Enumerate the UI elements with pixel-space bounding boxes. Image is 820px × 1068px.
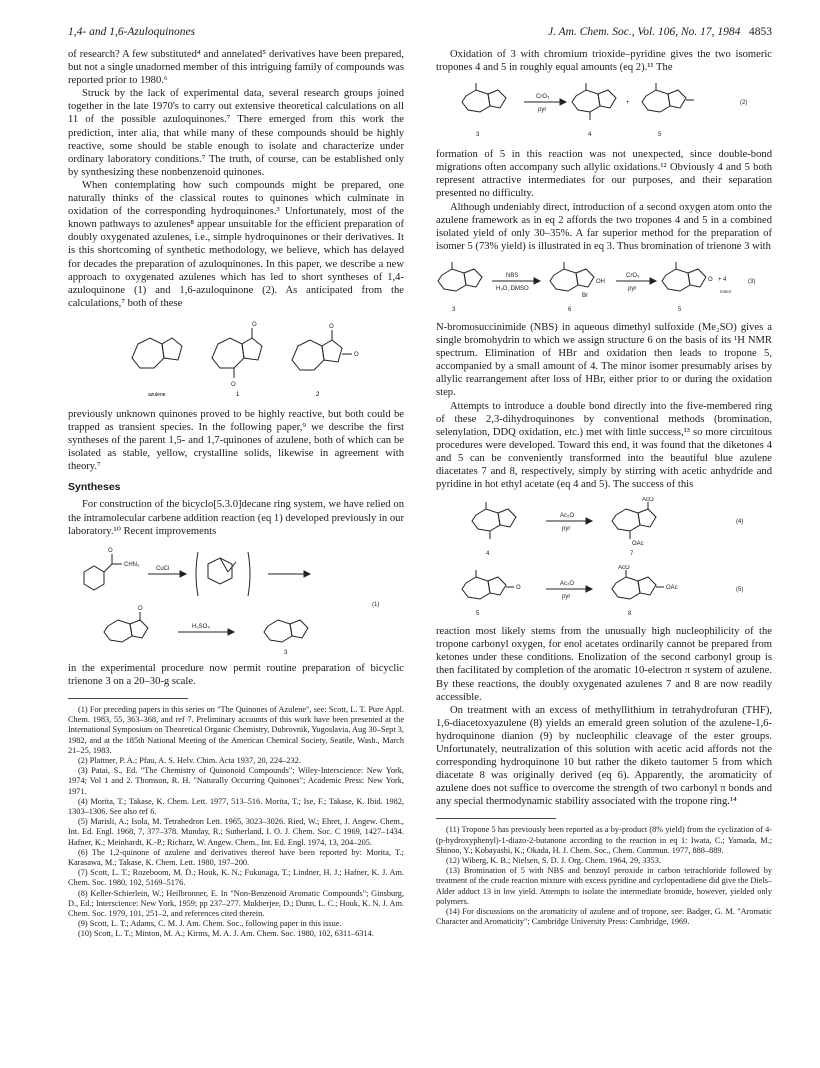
footnote: (3) Patai, S., Ed. "The Chemistry of Quinonoid Compounds"; Wiley-Interscience: New York, 1974; Vol 1 and 2. Thomson, R. H. "Naturally Occurring Quinones"; Academic Press: New York, 1971. xyxy=(68,766,404,796)
left-column xyxy=(68,48,404,940)
equation-3-drawing xyxy=(436,259,772,315)
reagent-ac2o: Ac₂O xyxy=(560,581,574,588)
footnote: (2) Plattner, P. A.; Pfau, A. S. Helv. Chim. Acta 1937, 20, 224–232. xyxy=(78,755,301,765)
footnote: (5) Marisli, A.; Isola, M. Tetrahedron Lett. 1965, 3023–3026. Ried, W.; Ehret, J. Angew. Chem., Int. Ed. Engl. 1968, 7, 377–378. Munday, R.; Sutherland, I. O. J. Chem. Soc. C 1969, 1427–1434. Hafner, K.; Meinhardt, K.-P.; Richarz, W. Angew. Chem., Int. Ed. Engl. 1974, 13, 204–205. xyxy=(68,817,404,847)
reagent-h2so4: H₂SO₄ xyxy=(192,623,210,630)
svg-text:OH: OH xyxy=(596,278,605,285)
paragraph: of research? A few substituted⁴ and annelated⁵ derivatives have been prepared, but not a single unadorned member of this intriguing family of compounds was reported prior to 1980.⁶ xyxy=(68,49,404,87)
svg-text:Br: Br xyxy=(582,292,588,299)
paragraph: Oxidation of 3 with chromium trioxide–pyridine gives the two isomeric tropones 4 and 5 in roughly equal amounts (eq 2).¹¹ The xyxy=(436,49,772,74)
svg-text:O: O xyxy=(329,323,334,330)
footnote: (4) Morita, T.; Takase, K. Chem. Lett. 1977, 513–516. Morita, T.; Ise, F.; Takase, K. Ibid. 1982, 1303–1306. See also ref 6. xyxy=(68,796,404,816)
paragraph: When contemplating how such compounds might be prepared, one naturally thinks of the classical routes to quinones which culminate in oxidation of the corresponding hydroquinones.³ Unfortunately, most of the known pathways to azulenes⁸ appear unsuitable for the efficient preparation of doubly oxygenated azulenes, i.e., simple hydroquinones or their derivatives. It is this shortcoming of synthetic methodology, we believe, which has delayed for decades the preparation of azuloquinones. In this paper, we describe a new approach to oxygenated azulenes which has led to short syntheses of 1,4-azuloquinone (1) and 1,6-azuloquinone (2). As anticipated from the calculations,⁷ both of these xyxy=(68,179,404,309)
compound-label: 5 xyxy=(678,306,682,313)
paragraph: On treatment with an excess of methyllithium in tetrahydrofuran (THF), 1,6-diacetoxyazulene (8) yields an emerald green solution of the azulene-1,6-hydroquinone dianion (9) by nucleophilic cleavage of the ester groups. Unfortunately, neutralization of this solution with acetic acid affords not the corresponding hydroquinone 10 but rather the diketo tautomer 5 from which diacetate 8 was originally derived (eq 6). Apparently, the aromaticity of azulene does not suffice to overcome the strength of two carbonyl π bonds and any special thermodynamic stability associated with the tropone ring.¹⁴ xyxy=(436,704,772,808)
equation-4 xyxy=(436,497,772,559)
compound-label: 4 xyxy=(486,551,490,558)
equation-number: (2) xyxy=(740,100,748,107)
compound-label: 7 xyxy=(630,551,634,558)
reagent-cucl: CuCl xyxy=(156,565,170,572)
svg-text:O: O xyxy=(354,351,359,358)
svg-text:O: O xyxy=(108,547,113,554)
equation-1 xyxy=(68,544,404,656)
footnote-rule xyxy=(436,818,556,819)
reagent-pyr: pyr xyxy=(628,285,637,292)
reagent-ac2o: Ac₂O xyxy=(560,513,574,520)
reagent-cro3: CrO₃ xyxy=(626,272,640,279)
footnote: (12) Wiberg, K. B.; Nielsen, S. D. J. Org. Chem. 1964, 29, 3353. xyxy=(446,856,661,866)
equation-number: (4) xyxy=(736,519,744,526)
equation-2 xyxy=(436,80,772,142)
compound-label: 8 xyxy=(628,611,632,618)
acetoxy-right: OAc xyxy=(666,585,678,592)
reagent-nbs: NBS xyxy=(506,272,519,279)
footnote: (6) The 1,2-quinone of azulene and derivatives thereof have been reported by: Morita, T.; Karasawa, M.; Takase, K. Chem. Lett. 1980, 197–200. xyxy=(68,847,404,867)
structure-label: 1 xyxy=(236,391,240,398)
minor-note: minor xyxy=(720,288,732,294)
equation-5-drawing xyxy=(436,565,772,619)
section-heading: Syntheses xyxy=(68,481,121,494)
equation-4-drawing xyxy=(436,497,772,559)
reagent-h2o-dmso: H₂O, DMSO xyxy=(496,285,529,292)
structure-label: azulene xyxy=(148,391,166,398)
svg-text:O: O xyxy=(516,585,521,592)
structure-label: 2 xyxy=(316,391,320,398)
paragraph: Although undeniably direct, introduction of a second oxygen atom onto the azulene framework as in eq 2 affords the two tropones 4 and 5 in a combined isolated yield of only 30–35%. A far superior method for the preparation of isomer 5 (73% yield) is illustrated in eq 3. Thus bromination of trienone 3 with xyxy=(436,201,772,252)
reagent-pyr: pyr xyxy=(562,526,571,533)
diazo-group: CHN₂ xyxy=(124,561,140,568)
footnote: (11) Tropone 5 has previously been reported as a by-product (8% yield) from the cyclization of 4-(p-hydroxyphenyl)-1-diazo-2-butanone according to the reaction in eq 1: Iwata, C.; Yamada, M.; Shinoo, Y.; Kobayashi, K.; Okada, H. J. Chem. Soc., Chem. Commun. 1977, 888–889. xyxy=(436,825,772,855)
footnote: (1) For preceding papers in this series on "The Quinones of Azulene", see: Scott, L. T. Pure Appl. Chem. 1983, 55, 363–368, and ref 7. Preliminary accounts of this work have been presented at the International Symposium on Theoretical Organic Chemistry, Dubrovnik, Yugoslavia, Aug 30–Sept 3, 1982, and at the 185th National Meeting of the American Chemical Society, Seattle, Wash., March 21–25, 1983. xyxy=(68,704,404,755)
footnotes-right xyxy=(436,825,772,927)
paragraph: N-bromosuccinimide (NBS) in aqueous dimethyl sulfoxide (Me₂SO) gives a single bromohydrin to which we assign structure 6 on the basis of its ¹H NMR spectrum. Elimination of HBr and oxidation then leads to tropone 5, accompanied by a small amount of 4. The minor isomer presumably arises by allylic rearrangement after loss of HBr, either prior to or during the oxidation step. xyxy=(436,321,772,399)
equation-number: (5) xyxy=(736,587,744,594)
paragraph: For construction of the bicyclo[5.3.0]decane ring system, we have relied on the intramolecular carbene addition reaction (eq 1) developed previously in our laboratory.¹⁰ Recent improvements xyxy=(68,499,404,537)
compound-label: 6 xyxy=(568,306,572,313)
equation-3 xyxy=(436,259,772,315)
footnote: (13) Bromination of 5 with NBS and benzoyl peroxide in carbon tetrachloride followed by treatment of the crude reaction mixture with excess pyridine and cyclopentadiene did give the Diels–Alder adduct 13 in low yield. Attempts to isolate the intermediate bromide, however, yielded only polymers. xyxy=(436,866,772,906)
compound-label: 5 xyxy=(476,611,480,618)
minor-product: + 4 xyxy=(718,276,727,283)
reagent-cro3: CrO₃ xyxy=(536,94,550,101)
compound-label: 4 xyxy=(588,132,592,139)
structures-drawing xyxy=(68,316,404,402)
right-column xyxy=(436,48,772,928)
svg-text:+: + xyxy=(626,100,630,107)
structures-azuloquinones xyxy=(68,316,404,402)
journal-name: J. Am. Chem. Soc., Vol. 106, No. 17, 1984 xyxy=(547,26,741,38)
footnote-rule xyxy=(68,698,188,699)
compound-label: 5 xyxy=(658,132,662,139)
page-number: 4853 xyxy=(749,26,772,38)
paragraph: reaction most likely stems from the unusually high nucleophilicity of the tropone carbonyl oxygen, for enol acetates ordinarily cannot be prepared from ketones under these conditions. Enolization of the second carbonyl group is then facilitated by completion of the aromatic 10-electron π system of azulene. By these reactions, the doubly oxygenated azulenes 7 and 8 are now readily accessible. xyxy=(436,626,772,703)
compound-label: 3 xyxy=(284,649,288,656)
paragraph: formation of 5 in this reaction was not unexpected, since double-bond migrations often accompany such allylic oxidations.¹² Obviously 4 and 5 both represent attractive intermediates for our purposes, and their separation presented no difficulty. xyxy=(436,149,772,200)
paragraph: previously unknown quinones proved to be highly reactive, but both could be trapped as transient species. In the following paper,⁹ we describe the first syntheses of the parent 1,5- and 1,7-quinones of azulene, both of which can be isolated as stable, yellow, crystalline solids, likewise in agreement with theory.⁷ xyxy=(68,408,404,473)
paragraph: Struck by the lack of experimental data, several research groups joined together in the late 1970's to carry out extensive theoretical calculations on all 11 of the possible azuloquinones.⁷ There emerged from this work the prediction, inter alia, that while many of these compounds should be highly reactive, some should be stable enough to isolate and characterize under ordinary laboratory conditions.⁷ The truth, of course, can be established only by synthesizing these nonbenzenoid quinones. xyxy=(68,88,404,178)
svg-text:O: O xyxy=(252,321,257,328)
acetoxy-bottom: OAc xyxy=(632,541,644,548)
equation-5 xyxy=(436,565,772,619)
footnotes-left xyxy=(68,705,404,940)
footnote: (7) Scott, L. T.; Rozeboom, M. D.; Houk, K. N.; Fukunaga, T.; Lindner, H. J.; Hafner, K. J. Am. Chem. Soc. 1980, 102, 5169–5176. xyxy=(68,868,404,888)
journal-citation xyxy=(548,26,772,38)
compound-label: 3 xyxy=(476,132,480,139)
equation-1-drawing xyxy=(68,544,404,656)
svg-text:O: O xyxy=(231,381,236,388)
svg-text:O: O xyxy=(138,605,143,612)
footnote: (8) Keller-Schierlein, W.; Heilbronner, E. In "Non-Benzenoid Aromatic Compounds"; Ginsburg, D., Ed.; Interscience: New York, 1959; pp 237–277. Mukherjee, D.; Dunn, L. C.; Houk, K. N. J. Am. Chem. Soc. 1979, 101, 251–2, and references cited therein. xyxy=(68,888,404,918)
reagent-pyr: pyr xyxy=(562,594,571,601)
equation-2-drawing xyxy=(436,80,772,142)
acetoxy-top: AcO xyxy=(618,565,630,572)
acetoxy-top: AcO xyxy=(642,497,654,504)
paragraph: Attempts to introduce a double bond directly into the five-membered ring of these 2,3-dihydroquinones by conventional methods (bromination, selenylation, DDQ oxidation, etc.) met with little success,¹³ so more circuitous procedures were developed. Toward this end, it was found that the diketones 4 and 5 can be conveniently transformed into the beautiful blue azulene diacetates 7 and 8, respectively, simply by stirring with acetic anhydride and pyridine in hot ethyl acetate (eq 4 and 5). The success of this xyxy=(436,400,772,491)
compound-label: 3 xyxy=(452,306,456,313)
paragraph: in the experimental procedure now permit routine preparation of bicyclic trienone 3 on a 20–30-g scale. xyxy=(68,662,404,687)
footnote: (10) Scott, L. T.; Minton, M. A.; Kirms, M. A. J. Am. Chem. Soc. 1980, 102, 6311–6314. xyxy=(78,929,374,939)
reagent-pyr: pyr xyxy=(538,107,547,114)
footnote: (14) For discussions on the aromaticity of azulene and of tropone, see: Badger, G. M. "Aromatic Character and Aromaticity"; Cambridge University Press: Cambridge, 1969. xyxy=(436,907,772,927)
equation-number: (1) xyxy=(372,601,380,608)
equation-number: (3) xyxy=(748,278,756,285)
svg-text:O: O xyxy=(708,276,713,283)
footnote: (9) Scott, L. T.; Adams, C. M. J. Am. Chem. Soc., following paper in this issue. xyxy=(78,919,342,929)
running-title: 1,4- and 1,6-Azuloquinones xyxy=(68,26,196,38)
